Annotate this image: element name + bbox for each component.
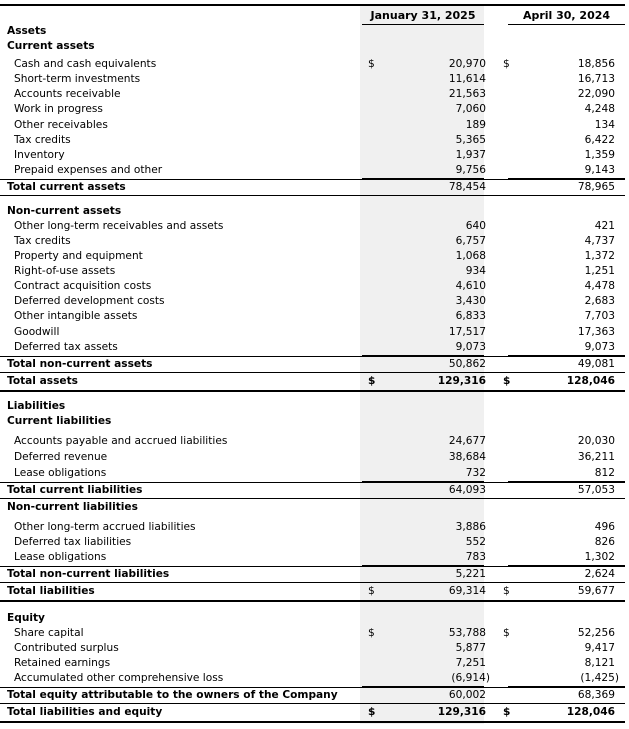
total-assets-row: Total assets $ 129,316 $ 128,046 [7, 375, 615, 387]
table-row: Goodwill 17,517 17,363 [14, 326, 615, 338]
column-header-prior: April 30, 2024 [522, 9, 611, 22]
table-row: Cash and cash equivalents $ 20,970 $ 18,856 [14, 58, 615, 70]
table-row: Contract acquisition costs 4,610 4,478 [14, 280, 615, 292]
total-noncurrent-liabilities-row: Total non-current liabilities 5,221 2,624 [7, 568, 615, 580]
subsection-title-current-liabilities: Current liabilities [7, 415, 112, 427]
double-rule [0, 390, 625, 392]
section-title-assets: Assets [7, 25, 47, 37]
row-divider [0, 195, 625, 196]
double-rule [0, 600, 625, 602]
section-title-equity: Equity [7, 612, 45, 624]
section-title-liabilities: Liabilities [7, 400, 66, 412]
row-divider [0, 582, 625, 583]
table-row: Accounts receivable 21,563 22,090 [14, 88, 615, 100]
table-row: Right-of-use assets 934 1,251 [14, 265, 615, 277]
subsection-title-current-assets: Current assets [7, 40, 95, 52]
row-divider [0, 498, 625, 499]
table-row: Work in progress 7,060 4,248 [14, 103, 615, 115]
subsection-title-noncurrent-assets: Non-current assets [7, 205, 122, 217]
table-row: Deferred tax assets 9,073 9,073 [14, 341, 615, 353]
column-header-current: January 31, 2025 [370, 9, 476, 22]
total-liabilities-and-equity-row: Total liabilities and equity $ 129,316 $ 128,046 [7, 706, 615, 718]
total-equity-owners-row: Total equity attributable to the owners of the Company 60,002 68,369 [7, 689, 615, 701]
table-row: Deferred tax liabilities 552 826 [14, 536, 615, 548]
double-rule [0, 721, 625, 723]
row-divider [0, 703, 625, 704]
table-row: Other long-term receivables and assets 640 421 [14, 220, 615, 232]
table-row: Other intangible assets 6,833 7,703 [14, 310, 615, 322]
row-divider [0, 372, 625, 373]
table-row: Tax credits 6,757 4,737 [14, 235, 615, 247]
table-row: Retained earnings 7,251 8,121 [14, 657, 615, 669]
subsection-title-noncurrent-liabilities: Non-current liabilities [7, 501, 138, 513]
table-row: Accounts payable and accrued liabilities 24,677 20,030 [14, 435, 615, 447]
total-current-liabilities-row: Total current liabilities 64,093 57,053 [7, 484, 615, 496]
total-liabilities-row: Total liabilities $ 69,314 $ 59,677 [7, 585, 615, 597]
table-row: Accumulated other comprehensive loss (6,914) (1,425) [14, 672, 619, 684]
table-row: Inventory 1,937 1,359 [14, 149, 615, 161]
table-row: Other receivables 189 134 [14, 119, 615, 131]
total-noncurrent-assets-row: Total non-current assets 50,862 49,081 [7, 358, 615, 370]
table-row: Lease obligations 783 1,302 [14, 551, 615, 563]
table-row: Short-term investments 11,614 16,713 [14, 73, 615, 85]
table-row: Deferred development costs 3,430 2,683 [14, 295, 615, 307]
total-current-assets-row: Total current assets 78,454 78,965 [7, 181, 615, 193]
table-row: Property and equipment 1,068 1,372 [14, 250, 615, 262]
table-row: Contributed surplus 5,877 9,417 [14, 642, 615, 654]
table-row: Tax credits 5,365 6,422 [14, 134, 615, 146]
table-row: Other long-term accrued liabilities 3,886 496 [14, 521, 615, 533]
table-row: Deferred revenue 38,684 36,211 [14, 451, 615, 463]
table-row: Lease obligations 732 812 [14, 467, 615, 479]
table-row: Prepaid expenses and other 9,756 9,143 [14, 164, 615, 176]
header-top-rule [0, 4, 625, 6]
table-row: Share capital $ 53,788 $ 52,256 [14, 627, 615, 639]
